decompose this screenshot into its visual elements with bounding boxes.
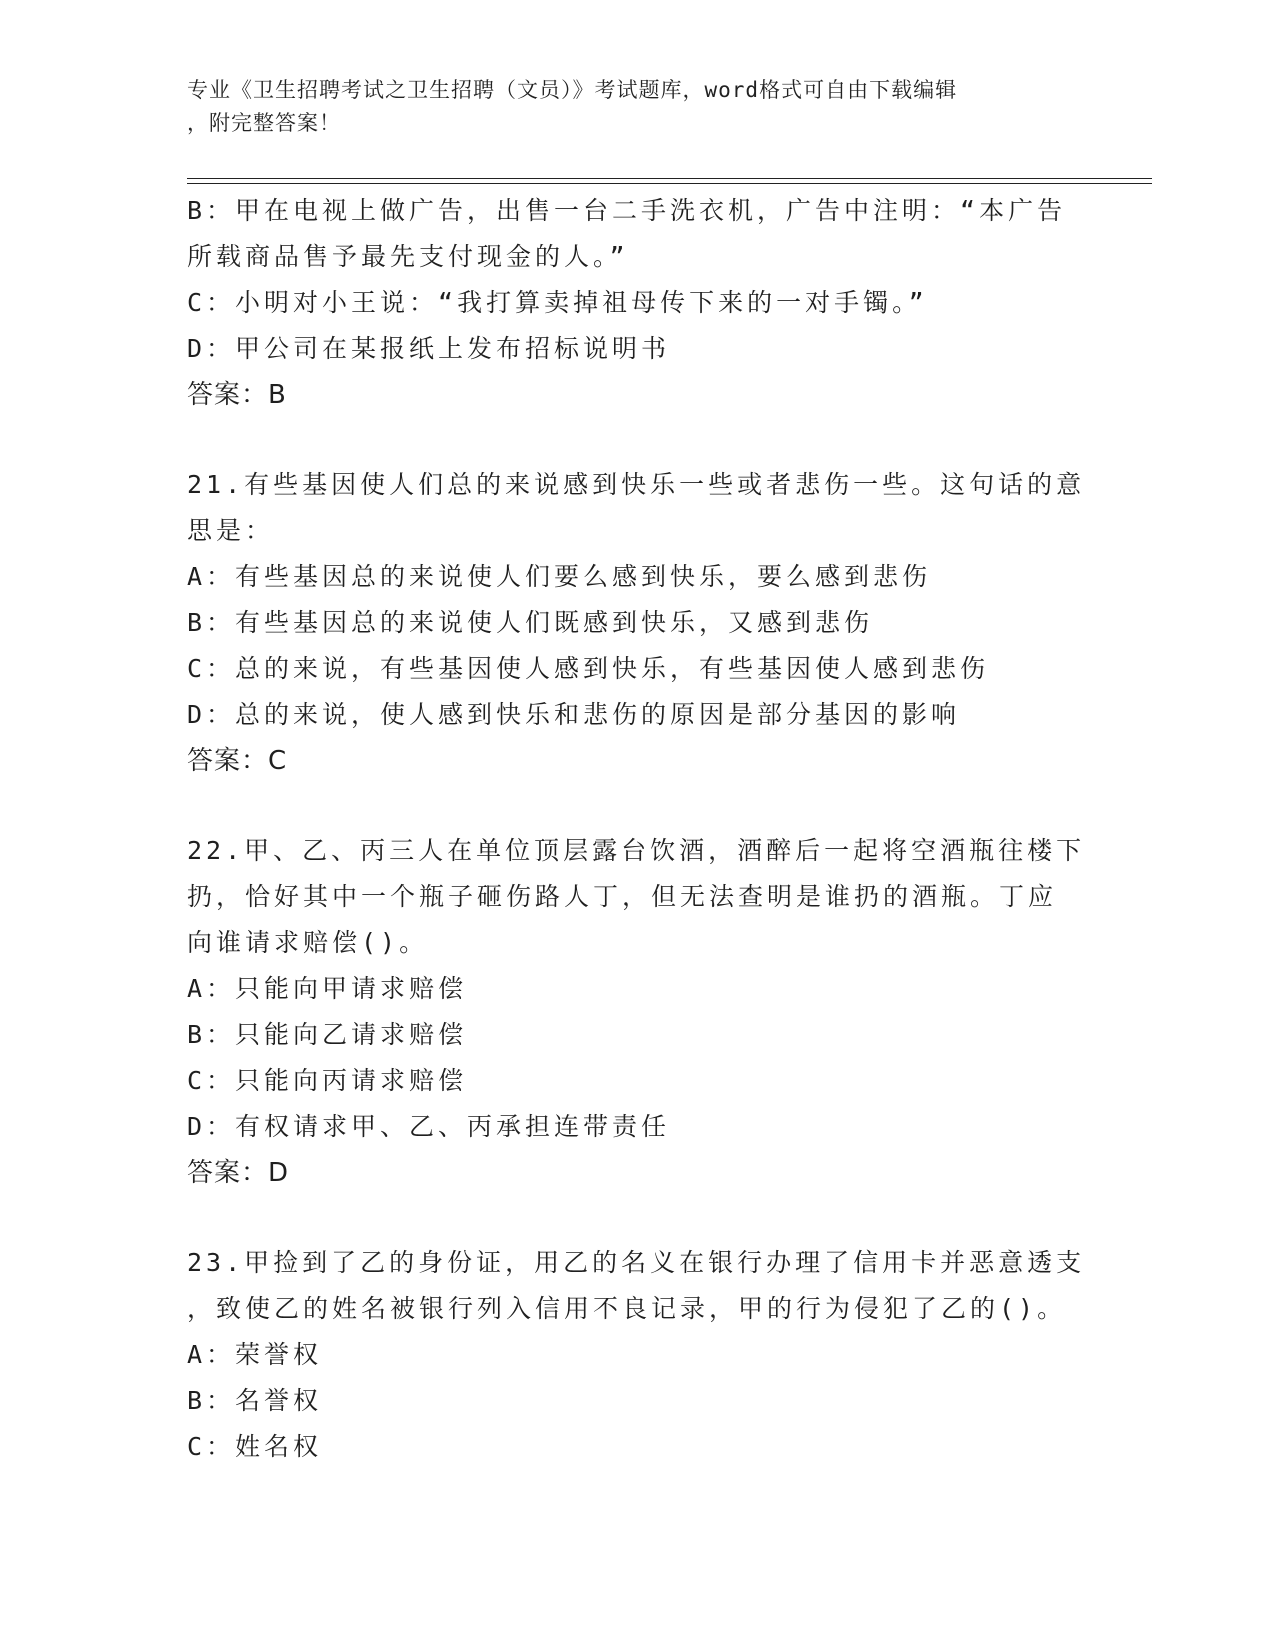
answer: 答案：B bbox=[187, 380, 287, 410]
spacer bbox=[187, 784, 1087, 828]
question-text: 思是： bbox=[187, 516, 275, 545]
option-b: B：有些基因总的来说使人们既感到快乐，又感到悲伤 bbox=[187, 608, 874, 637]
question-20-tail bbox=[187, 188, 1087, 418]
option-d: D：有权请求甲、乙、丙承担连带责任 bbox=[187, 1112, 671, 1141]
header-line-2: ，附完整答案！ bbox=[187, 111, 341, 135]
spacer bbox=[187, 1196, 1087, 1240]
question-text: 扔，恰好其中一个瓶子砸伤路人丁，但无法查明是谁扔的酒瓶。丁应 bbox=[187, 882, 1058, 911]
option-c: C：姓名权 bbox=[187, 1432, 323, 1461]
option-c: C：小明对小王说：“我打算卖掉祖母传下来的一对手镯。” bbox=[187, 288, 928, 317]
option-c: C：总的来说，有些基因使人感到快乐，有些基因使人感到悲伤 bbox=[187, 654, 990, 683]
header-line-1: 专业《卫生招聘考试之卫生招聘（文员）》考试题库，word格式可自由下载编辑 bbox=[187, 78, 958, 102]
header-rule-top bbox=[187, 178, 1152, 179]
answer: 答案：D bbox=[187, 1158, 290, 1188]
question-text: ，致使乙的姓名被银行列入信用不良记录，甲的行为侵犯了乙的()。 bbox=[187, 1294, 1067, 1323]
spacer bbox=[187, 418, 1087, 462]
question-text: 向谁请求赔偿()。 bbox=[187, 928, 429, 957]
option-a: A：荣誉权 bbox=[187, 1340, 323, 1369]
option-d: D：总的来说，使人感到快乐和悲伤的原因是部分基因的影响 bbox=[187, 700, 961, 729]
option-d: D：甲公司在某报纸上发布招标说明书 bbox=[187, 334, 671, 363]
question-23 bbox=[187, 1240, 1087, 1470]
option-b: B：名誉权 bbox=[187, 1386, 323, 1415]
header-rule-bottom bbox=[187, 183, 1152, 184]
option-b: B：只能向乙请求赔偿 bbox=[187, 1020, 468, 1049]
document-header bbox=[187, 74, 1067, 140]
question-content bbox=[187, 188, 1087, 1470]
question-22 bbox=[187, 828, 1087, 1196]
option-b: B：甲在电视上做广告，出售一台二手洗衣机，广告中注明：“本广告 bbox=[187, 196, 1067, 225]
option-c: C：只能向丙请求赔偿 bbox=[187, 1066, 468, 1095]
option-a: A：有些基因总的来说使人们要么感到快乐，要么感到悲伤 bbox=[187, 562, 932, 591]
question-text: 22.甲、乙、丙三人在单位顶层露台饮酒，酒醉后一起将空酒瓶往楼下 bbox=[187, 836, 1086, 865]
option-a: A：只能向甲请求赔偿 bbox=[187, 974, 468, 1003]
answer: 答案：C bbox=[187, 746, 288, 776]
question-21 bbox=[187, 462, 1087, 784]
option-b-continued: 所载商品售予最先支付现金的人。” bbox=[187, 242, 629, 271]
question-text: 23.甲捡到了乙的身份证，用乙的名义在银行办理了信用卡并恶意透支 bbox=[187, 1248, 1086, 1277]
question-text: 21.有些基因使人们总的来说感到快乐一些或者悲伤一些。这句话的意 bbox=[187, 470, 1086, 499]
